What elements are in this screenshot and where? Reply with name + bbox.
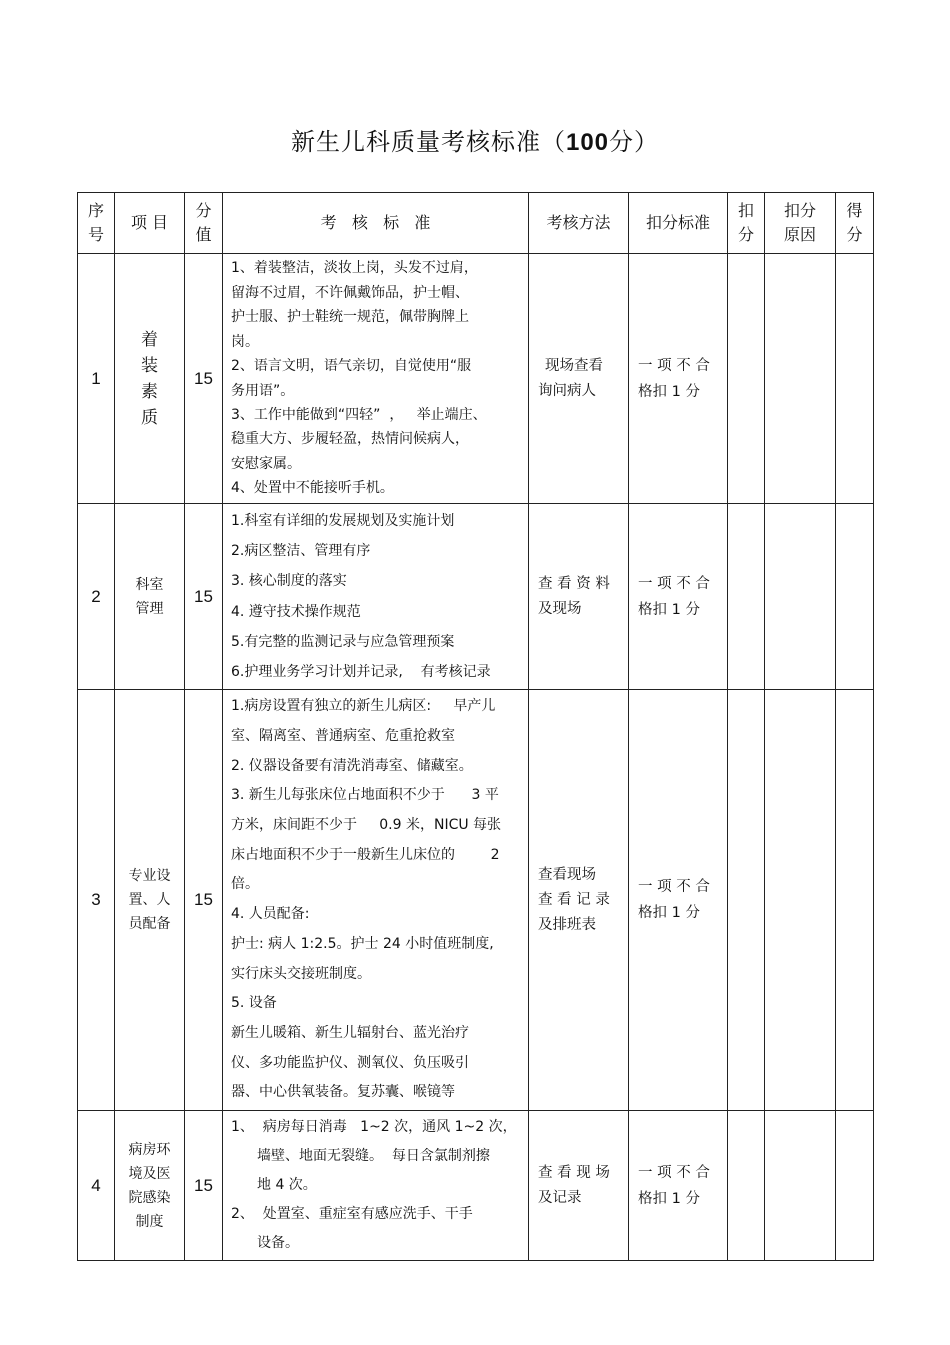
row-score: 15 [185,1111,223,1261]
row-deduct-std: 一 项 不 合 格扣 1 分 [629,690,728,1111]
table-row [78,690,874,1111]
row-method: 查 看 资 料 及现场 [529,504,629,690]
row-method: 查 看 现 场 及记录 [529,1111,629,1261]
row-reason-cell[interactable] [765,504,836,690]
row-got-cell[interactable] [836,504,874,690]
row-deduct-cell[interactable] [728,1111,765,1261]
row-score: 15 [185,690,223,1111]
page-title: 新生儿科质量考核标准（100分） [290,128,660,156]
row-seq: 1 [78,254,115,504]
row-method: 查看现场 查 看 记 录 及排班表 [529,690,629,1111]
header-score: 分 值 [185,193,223,254]
table-row [78,1111,874,1261]
row-criteria: 1、着装整洁，淡妆上岗，头发不过肩， 留海不过眉，不许佩戴饰品，护士帽、 护士服、护士鞋统一规范，佩带胸牌上 岗。 2、语言文明，语气亲切，自觉使用“服 务用语”。 3、工作中能做到“四轻” ， 举止端庄、 稳重大方、步履轻盈，热情问候病人， 安慰家属。 4、处置中不能接听手机。 [223,254,529,504]
header-got: 得 分 [836,193,874,254]
row-reason-cell[interactable] [765,1111,836,1261]
row-deduct-std: 一 项 不 合 格扣 1 分 [629,254,728,504]
row-project: 病房环 境及医 院感染 制度 [115,1111,185,1261]
header-project: 项 目 [115,193,185,254]
row-project: 专业设 置、人 员配备 [115,690,185,1111]
row-deduct-cell[interactable] [728,254,765,504]
header-method: 考核方法 [529,193,629,254]
row-seq: 4 [78,1111,115,1261]
row-deduct-std: 一 项 不 合 格扣 1 分 [629,504,728,690]
row-project: 着 装 素 质 [115,254,185,504]
header-reason: 扣分 原因 [765,193,836,254]
row-criteria: 1.科室有详细的发展规划及实施计划 2.病区整洁、管理有序 3. 核心制度的落实 4. 遵守技术操作规范 5.有完整的监测记录与应急管理预案 6.护理业务学习计划并记录, 有考核记录 [223,504,529,690]
header-seq: 序 号 [78,193,115,254]
row-project: 科室 管理 [115,504,185,690]
row-deduct-cell[interactable] [728,690,765,1111]
table-row [78,254,874,504]
row-score: 15 [185,254,223,504]
table-row [78,504,874,690]
row-deduct-std: 一 项 不 合 格扣 1 分 [629,1111,728,1261]
row-reason-cell[interactable] [765,254,836,504]
header-deduct-std: 扣分标准 [629,193,728,254]
row-got-cell[interactable] [836,690,874,1111]
row-score: 15 [185,504,223,690]
assessment-table [77,192,874,1261]
row-got-cell[interactable] [836,254,874,504]
header-deduct: 扣 分 [728,193,765,254]
header-criteria: 考 核 标 准 [223,193,529,254]
row-seq: 2 [78,504,115,690]
row-reason-cell[interactable] [765,690,836,1111]
row-criteria: 1.病房设置有独立的新生儿病区: 早产儿 室、隔离室、普通病室、危重抢救室 2. 仪器设备要有清洗消毒室、储藏室。 3. 新生儿每张床位占地面积不少于 3 平 方米，床间距不少于 0.9 米，NICU 每张 床占地面积不少于一般新生儿床位的 2 倍。 4. 人员配备: 护士: 病人 1:2.5。护士 24 小时值班制度, 实行床头交接班制度。 5. 设备 新生儿暖箱、新生儿辐射台、蓝光治疗 仪、多功能监护仪、测氧仪、负压吸引 器、中心供氧装备。复苏囊、喉镜等 [223,690,529,1111]
table-header-row [78,193,874,254]
row-got-cell[interactable] [836,1111,874,1261]
row-seq: 3 [78,690,115,1111]
row-deduct-cell[interactable] [728,504,765,690]
row-criteria: 1、 病房每日消毒 1~2 次，通风 1~2 次， 墙壁、地面无裂缝。 每日含氯制剂擦 地 4 次。 2、 处置室、重症室有感应洗手、干手 设备。 [223,1111,529,1261]
row-method: 现场查看 询问病人 [529,254,629,504]
